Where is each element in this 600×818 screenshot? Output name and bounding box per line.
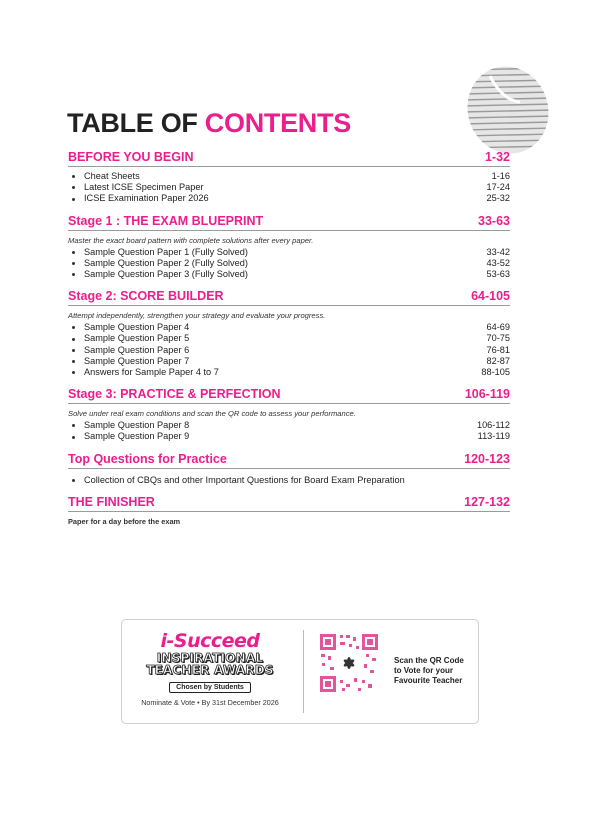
item-label: Latest ICSE Specimen Paper: [84, 182, 204, 193]
item-label: Sample Question Paper 2 (Fully Solved): [84, 257, 248, 268]
bullet-icon: [72, 326, 75, 329]
item-label: Cheat Sheets: [84, 171, 140, 181]
qr-code-icon[interactable]: [318, 632, 380, 694]
divider: [303, 630, 304, 713]
bullet-icon: [72, 262, 75, 265]
nominate-text: Nominate & Vote • By 31st December 2026: [141, 698, 279, 707]
award-title-line-1: INSPIRATIONAL: [156, 651, 264, 665]
toc-item[interactable]: [68, 247, 510, 258]
item-label: Collection of CBQs and other Important Questions for Board Exam Preparation: [84, 474, 405, 485]
item-label: Sample Question Paper 4: [84, 322, 190, 333]
item-pages: 113-119: [477, 431, 510, 442]
toc-list: [68, 150, 510, 528]
scan-instructions: [394, 656, 464, 686]
section-heading[interactable]: [68, 214, 510, 231]
section-heading[interactable]: [68, 289, 510, 306]
title-part-1: TABLE OF: [67, 108, 198, 138]
toc-section: [68, 289, 510, 378]
page-title: [67, 108, 351, 139]
item-pages: 106-112: [476, 420, 510, 431]
toc-item[interactable]: [68, 333, 510, 344]
toc-section: [68, 214, 510, 281]
item-pages: 82-87: [486, 355, 510, 366]
toc-item[interactable]: [68, 322, 510, 333]
toc-item[interactable]: [68, 193, 510, 204]
section-title: Stage 1 : THE EXAM BLUEPRINT: [68, 213, 264, 228]
item-label: Sample Question Paper 7: [84, 355, 190, 366]
bullet-icon: [72, 436, 75, 439]
section-pages: 64-105: [471, 289, 510, 304]
toc-item[interactable]: [68, 420, 510, 431]
section-description: Master the exact board pattern with complete solutions after every paper.: [68, 235, 314, 245]
bullet-icon: [72, 479, 75, 482]
toc-section: [68, 150, 510, 205]
bullet-icon: [72, 198, 75, 201]
item-label: Sample Question Paper 6: [84, 344, 190, 355]
toc-item[interactable]: [68, 431, 510, 442]
toc-section: [68, 452, 510, 486]
item-label: Sample Question Paper 5: [84, 333, 190, 344]
item-label: Sample Question Paper 1 (Fully Solved): [84, 246, 248, 257]
toc-item[interactable]: [68, 475, 510, 486]
chosen-badge: Chosen by Students: [169, 682, 251, 693]
bullet-icon: [72, 371, 75, 374]
scan-line-2: to Vote for your: [394, 666, 453, 675]
item-label: Sample Question Paper 9: [84, 431, 190, 442]
toc-section: [68, 387, 510, 442]
section-pages: 33-63: [478, 213, 510, 228]
section-title: Stage 2: SCORE BUILDER: [68, 289, 224, 304]
section-pages: 1-32: [484, 150, 510, 164]
toc-item[interactable]: [68, 356, 510, 367]
item-pages: 17-24: [486, 182, 510, 193]
section-description: Attempt independently, strengthen your strategy and evaluate your progress.: [68, 311, 326, 321]
item-pages: 70-75: [486, 333, 510, 344]
scan-line-3: Favourite Teacher: [394, 676, 463, 685]
item-pages: 53-63: [486, 269, 510, 280]
section-description: Paper for a day before the exam: [68, 516, 181, 526]
brand-logo: i-Succeed: [160, 630, 260, 652]
item-pages: 43-52: [486, 257, 510, 268]
section-pages: 127-132: [464, 494, 510, 509]
section-heading[interactable]: [68, 452, 510, 469]
title-part-2: CONTENTS: [204, 108, 351, 138]
section-title: THE FINISHER: [68, 494, 155, 509]
toc-item[interactable]: [68, 171, 510, 182]
section-heading[interactable]: [68, 495, 510, 512]
bullet-icon: [72, 338, 75, 341]
toc-item[interactable]: [68, 182, 510, 193]
item-label: ICSE Examination Paper 2026: [84, 193, 209, 204]
bullet-icon: [72, 273, 75, 276]
section-title: BEFORE YOU BEGIN: [68, 150, 194, 164]
promo-banner[interactable]: [121, 619, 479, 724]
section-description: Solve under real exam conditions and scan the QR code to assess your performance.: [68, 409, 356, 419]
item-pages: 25-32: [486, 193, 510, 204]
item-pages: 33-42: [486, 246, 510, 257]
bullet-icon: [72, 349, 75, 352]
item-label: Sample Question Paper 3 (Fully Solved): [84, 269, 248, 280]
toc-item[interactable]: [68, 269, 510, 280]
item-pages: 1-16: [491, 171, 510, 181]
scan-line-1: Scan the QR Code: [394, 656, 464, 665]
toc-item[interactable]: [68, 367, 510, 378]
bullet-icon: [72, 186, 75, 189]
section-title: Top Questions for Practice: [68, 451, 227, 466]
toc-section: [68, 495, 510, 526]
section-pages: 106-119: [464, 387, 510, 402]
section-heading[interactable]: [68, 387, 510, 404]
item-label: Sample Question Paper 8: [84, 420, 190, 431]
toc-item[interactable]: [68, 345, 510, 356]
award-title-line-2: TEACHER AWARDS: [146, 663, 274, 677]
bullet-icon: [72, 424, 75, 427]
section-heading[interactable]: [68, 150, 510, 167]
section-pages: 120-123: [464, 451, 510, 466]
item-pages: 88-105: [481, 367, 510, 378]
bullet-icon: [72, 175, 75, 178]
item-pages: 76-81: [486, 344, 510, 355]
item-label: Answers for Sample Paper 4 to 7: [84, 367, 219, 378]
bullet-icon: [72, 251, 75, 254]
award-branding: [140, 630, 280, 707]
computer-mouse-icon: [462, 62, 554, 158]
item-pages: 64-69: [486, 322, 510, 333]
section-title: Stage 3: PRACTICE & PERFECTION: [68, 387, 281, 402]
toc-item[interactable]: [68, 258, 510, 269]
bullet-icon: [72, 360, 75, 363]
